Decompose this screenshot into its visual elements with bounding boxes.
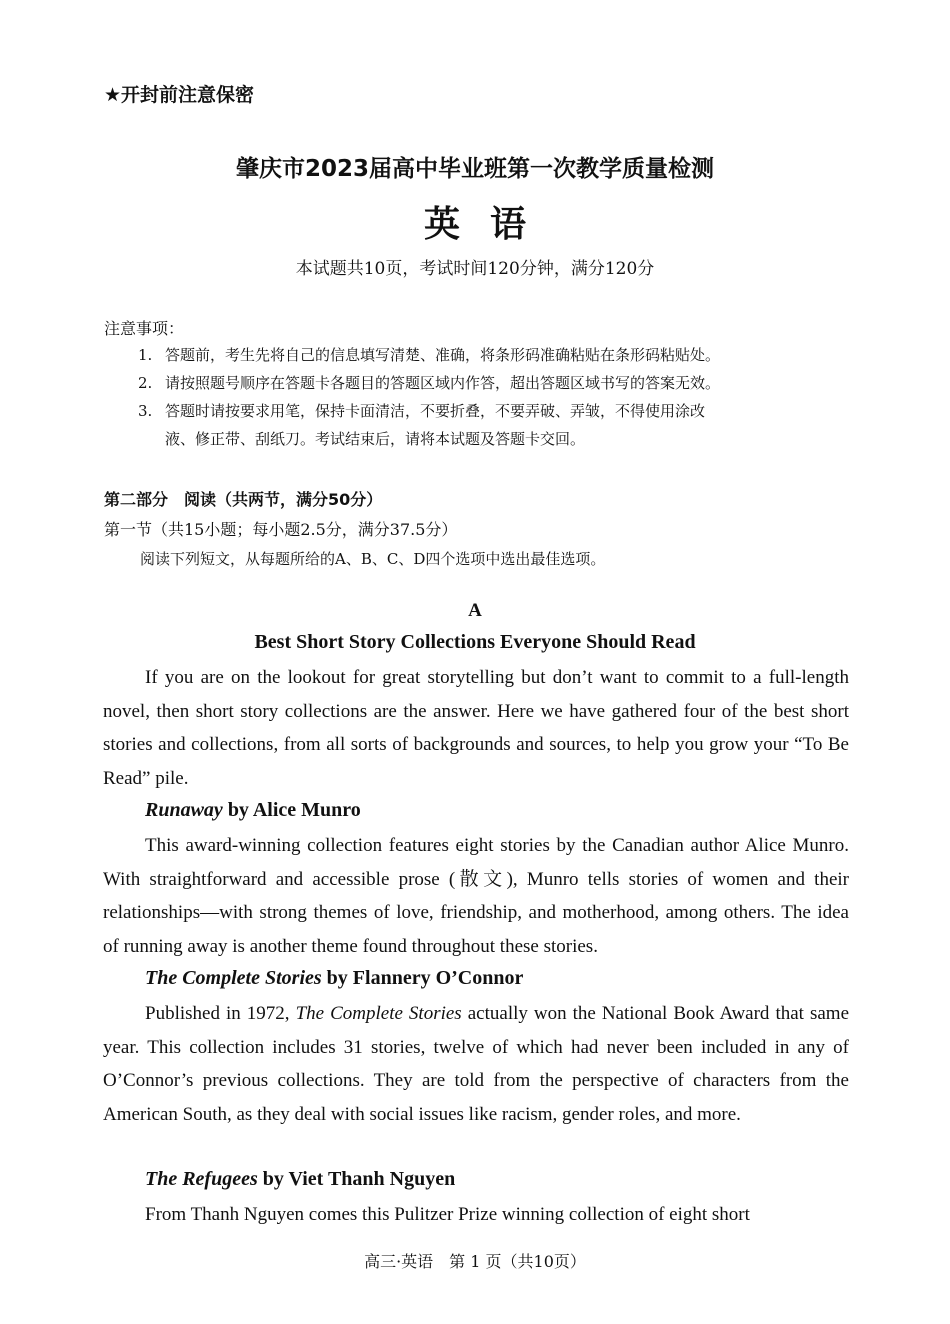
section-title: 第一节（共15小题；每小题2.5分，满分37.5分） xyxy=(104,520,458,539)
passage-label: A xyxy=(468,600,482,621)
notice-item xyxy=(138,341,850,369)
notice-item-text: 请按照题号顺序在答题卡各题目的答题区域内作答，超出答题区域书写的答案无效。 xyxy=(165,374,721,392)
notice-item xyxy=(138,369,850,397)
notice-item xyxy=(138,397,850,453)
notice-item-text: 答题前，考生先将自己的信息填写清楚、准确，将条形码准确粘贴在条形码粘贴处。 xyxy=(165,346,721,364)
book-description-title: The Complete Stories xyxy=(295,1003,462,1024)
book-author: by Alice Munro xyxy=(222,799,361,821)
page-footer: 高三·英语 第 1 页（共10页） xyxy=(364,1252,586,1271)
notice-item-continuation: 液、修正带、刮纸刀。考试结束后，请将本试题及答题卡交回。 xyxy=(165,430,586,448)
book-description-text: actually won the National Book Award that same year. This collection includes 31 stories, twelve of which had never been included in any of O’Connor’s previous collections. They are told from the perspective of characters from the American South, as they deal with social issues like racism, gender roles, and more. xyxy=(103,1003,850,1125)
exam-info: 本试题共10页，考试时间120分钟，满分120分 xyxy=(295,259,655,279)
notice-item-number: 2. xyxy=(138,374,153,392)
book-description-text: Published in 1972, xyxy=(145,1003,296,1024)
book-author: by Viet Thanh Nguyen xyxy=(257,1168,456,1190)
book-heading xyxy=(145,799,361,822)
book-description xyxy=(103,997,849,1131)
book-title: The Complete Stories xyxy=(145,967,322,989)
book-description: From Thanh Nguyen comes this Pulitzer Prize winning collection of eight short xyxy=(145,1204,750,1225)
book-heading xyxy=(145,1168,455,1191)
subject-title: 英语 xyxy=(423,203,556,245)
instruction: 阅读下列短文，从每题所给的A、B、C、D四个选项中选出最佳选项。 xyxy=(140,550,606,568)
book-description: This award-winning collection features eight stories by the Canadian author Alice Munro. With straightforward and accessible prose (散文), Munro tells stories of women and their relationships—with strong themes of love, friendship, and motherhood, among others. The idea of running away is another theme found throughout these stories. xyxy=(103,835,849,957)
notice-item-number: 1. xyxy=(138,346,153,364)
notice-title: 注意事项： xyxy=(104,319,185,338)
confidential-notice: ★开封前注意保密 xyxy=(104,84,255,106)
notice-item-number: 3. xyxy=(138,402,153,420)
book-title: Runaway xyxy=(145,799,223,821)
passage-title: Best Short Story Collections Everyone Should Read xyxy=(254,631,696,653)
book-title: The Refugees xyxy=(145,1168,258,1190)
book-author: by Flannery O’Connor xyxy=(321,967,524,989)
notice-item-text: 答题时请按要求用笔，保持卡面清洁，不要折叠，不要弄破、弄皱，不得使用涂改 xyxy=(165,402,706,420)
intro-paragraph: If you are on the lookout for great storytelling but don’t want to commit to a full-length novel, then short story collections are the answer. Here we have gathered four of the best short stories and collections, from all sorts of backgrounds and sources, to help you grow your “To Be Read” pile. xyxy=(103,667,849,789)
book-heading xyxy=(145,967,523,990)
part-title: 第二部分 阅读（共两节，满分50分） xyxy=(104,490,383,509)
exam-title: 肇庆市2023届高中毕业班第一次教学质量检测 xyxy=(235,156,714,182)
